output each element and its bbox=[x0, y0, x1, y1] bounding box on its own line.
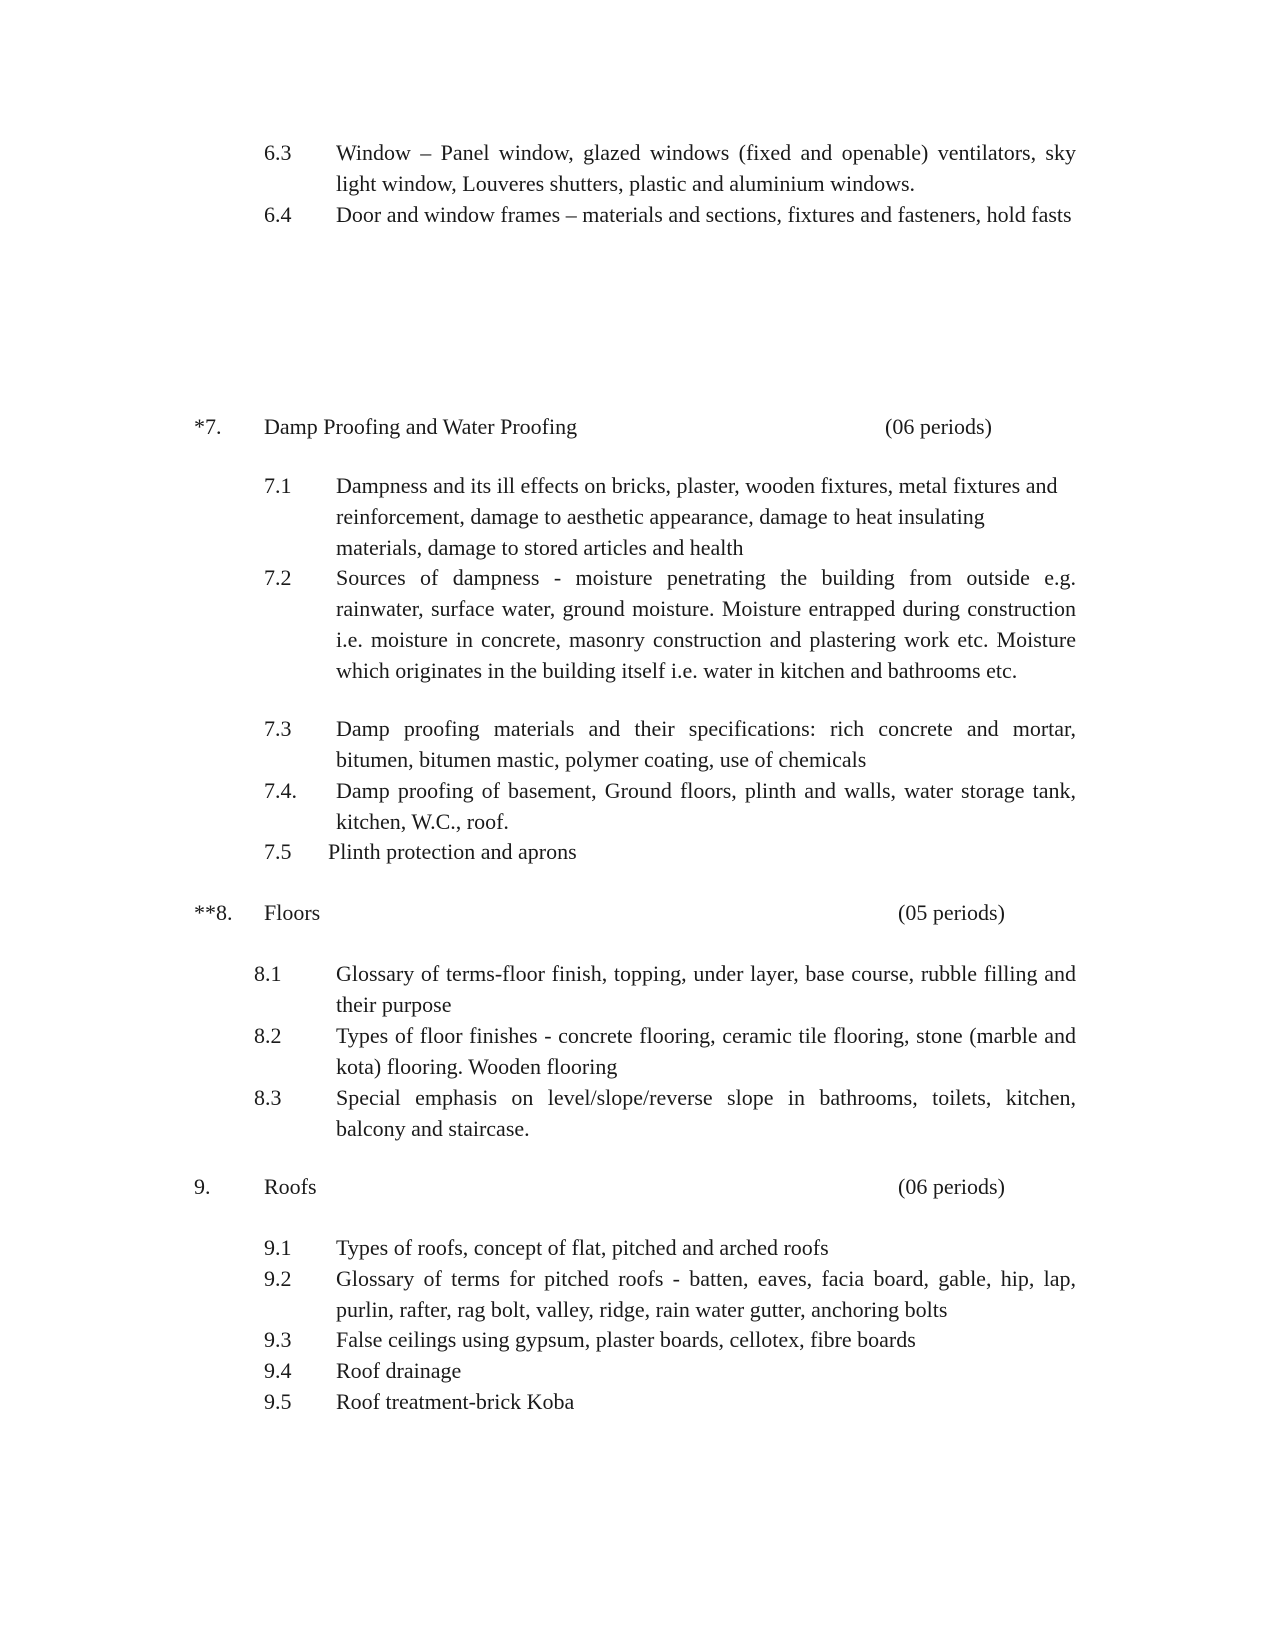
section-periods: (06 periods) bbox=[885, 414, 992, 439]
item-number: 8.3 bbox=[254, 1085, 282, 1110]
list-item-7-2 bbox=[264, 562, 1076, 686]
item-number: 7.4. bbox=[264, 778, 297, 803]
list-item-9-3 bbox=[264, 1324, 1076, 1355]
item-number: 7.5 bbox=[264, 839, 292, 864]
list-item-9-2 bbox=[264, 1263, 1076, 1325]
list-item-8-1 bbox=[254, 958, 1076, 1020]
item-text: Types of roofs, concept of flat, pitched and arched roofs bbox=[336, 1235, 829, 1260]
item-number: 9.3 bbox=[264, 1327, 292, 1352]
item-number: 6.3 bbox=[264, 140, 292, 165]
item-number: 7.3 bbox=[264, 716, 292, 741]
section-title: Damp Proofing and Water Proofing bbox=[264, 414, 578, 439]
list-item-9-5 bbox=[264, 1386, 1076, 1417]
item-text: Window – Panel window, glazed windows (fixed and openable) ventilators, sky light window, Louveres shutters, plastic and aluminium windows. bbox=[336, 140, 1076, 196]
item-number: 7.2 bbox=[264, 565, 292, 590]
list-item-7-5 bbox=[264, 836, 1076, 867]
section-number: *7. bbox=[194, 414, 222, 439]
item-number: 7.1 bbox=[264, 473, 292, 498]
item-text: Glossary of terms-floor finish, topping, under layer, base course, rubble filling and their purpose bbox=[336, 961, 1076, 1017]
section-title: Floors bbox=[264, 900, 321, 925]
list-item-8-3 bbox=[254, 1082, 1076, 1144]
item-text: Glossary of terms for pitched roofs - batten, eaves, facia board, gable, hip, lap, purlin, rafter, rag bolt, valley, ridge, rain water gutter, anchoring bolts bbox=[336, 1266, 1076, 1322]
section-periods: (05 periods) bbox=[898, 900, 1005, 925]
item-number: 9.4 bbox=[264, 1358, 292, 1383]
item-number: 6.4 bbox=[264, 202, 292, 227]
section-number: 9. bbox=[194, 1174, 211, 1199]
item-text: Damp proofing materials and their specifications: rich concrete and mortar, bitumen, bitumen mastic, polymer coating, use of chemicals bbox=[336, 716, 1076, 772]
section-periods: (06 periods) bbox=[898, 1174, 1005, 1199]
item-text: False ceilings using gypsum, plaster boards, cellotex, fibre boards bbox=[336, 1327, 916, 1352]
item-text: Door and window frames – materials and sections, fixtures and fasteners, hold fasts bbox=[336, 202, 1072, 227]
list-item-6-4 bbox=[264, 199, 1076, 230]
list-item-8-2 bbox=[254, 1020, 1076, 1082]
item-number: 8.1 bbox=[254, 961, 282, 986]
item-number: 9.1 bbox=[264, 1235, 292, 1260]
list-item-7-4 bbox=[264, 775, 1076, 837]
item-number: 9.5 bbox=[264, 1389, 292, 1414]
section-title: Roofs bbox=[264, 1174, 317, 1199]
item-text: Damp proofing of basement, Ground floors, plinth and walls, water storage tank, kitchen, W.C., roof. bbox=[336, 778, 1076, 834]
item-text: Types of floor finishes - concrete flooring, ceramic tile flooring, stone (marble and kota) flooring. Wooden flooring bbox=[336, 1023, 1076, 1079]
item-text: Sources of dampness - moisture penetrating the building from outside e.g. rainwater, surface water, ground moisture. Moisture entrapped during construction i.e. moisture in concrete, masonry construction and plastering work etc. Moisture which originates in the building itself i.e. water in kitchen and bathrooms etc. bbox=[336, 565, 1076, 683]
item-text: Special emphasis on level/slope/reverse slope in bathrooms, toilets, kitchen, balcony and staircase. bbox=[336, 1085, 1076, 1141]
list-item-6-3 bbox=[264, 137, 1076, 199]
item-number: 8.2 bbox=[254, 1023, 282, 1048]
section-number: **8. bbox=[194, 900, 233, 925]
list-item-7-1 bbox=[264, 470, 1076, 563]
list-item-7-3 bbox=[264, 713, 1076, 775]
list-item-9-4 bbox=[264, 1355, 1076, 1386]
item-number: 9.2 bbox=[264, 1266, 292, 1291]
list-item-9-1 bbox=[264, 1232, 1076, 1263]
item-text: Roof drainage bbox=[336, 1358, 462, 1383]
item-text: Plinth protection and aprons bbox=[328, 839, 577, 864]
item-text: Roof treatment-brick Koba bbox=[336, 1389, 575, 1414]
item-text: Dampness and its ill effects on bricks, plaster, wooden fixtures, metal fixtures and reinforcement, damage to aesthetic appearance, damage to heat insulating materials, damage to stored articles and health bbox=[336, 473, 1058, 560]
